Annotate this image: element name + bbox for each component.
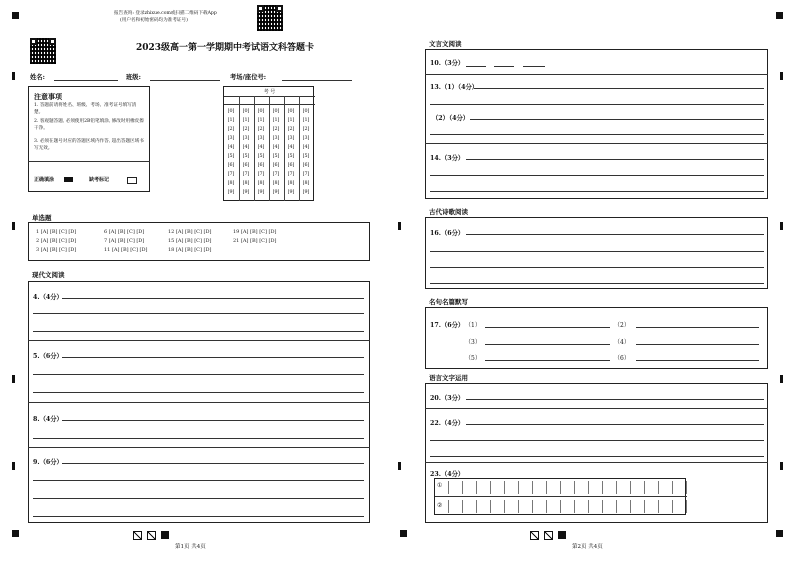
divider — [425, 143, 768, 144]
timing-mark — [12, 375, 15, 383]
corner-marker — [776, 12, 783, 19]
recite-blank[interactable] — [485, 344, 610, 345]
grid-divider — [239, 96, 240, 201]
recite-section-title: 名句名篇默写 — [429, 298, 468, 306]
page-check-box — [161, 531, 169, 539]
mc-question-item[interactable]: 15 [A] [B] [C] [D] — [168, 238, 212, 244]
exam-digit-bubble[interactable]: [2] — [242, 127, 250, 132]
grid-cell[interactable] — [491, 500, 505, 513]
timing-mark — [780, 375, 783, 383]
grid-cell[interactable] — [561, 481, 575, 494]
exam-digit-bubble[interactable]: [9] — [257, 190, 265, 195]
exam-digit-bubble[interactable]: [7] — [302, 172, 310, 177]
corner-marker — [400, 530, 407, 537]
divider — [28, 402, 370, 403]
grid-cell[interactable] — [645, 500, 659, 513]
page-number: 第2页 共4页 — [572, 544, 603, 550]
exam-digit-bubble[interactable]: [4] — [302, 145, 310, 150]
recite-blank-label: （2） — [614, 322, 630, 329]
grid-cell[interactable] — [659, 500, 673, 513]
answer-line[interactable] — [430, 251, 764, 252]
question-23-label: 23.（4分） — [430, 471, 465, 478]
writing-grid[interactable] — [434, 478, 686, 515]
exam-digit-bubble[interactable]: [9] — [272, 190, 280, 195]
answer-blank[interactable] — [494, 66, 514, 67]
recite-blank[interactable] — [485, 360, 610, 361]
notice-line: (用户名和初始密码均为准考证号) — [120, 18, 188, 23]
notes-item: 1. 答题前请将姓名、班级、考场、准考证号填写清楚。 — [34, 103, 137, 115]
exam-number-column[interactable] — [270, 107, 282, 197]
mc-question-item[interactable]: 7 [A] [B] [C] [D] — [104, 238, 145, 244]
question-9-label: 9.（6分） — [33, 459, 63, 466]
answer-line[interactable] — [430, 134, 764, 135]
exam-digit-bubble[interactable]: [4] — [227, 145, 235, 150]
grid-cell[interactable] — [617, 500, 631, 513]
mc-question-item[interactable]: 12 [A] [B] [C] [D] — [168, 229, 212, 235]
question-13-1-label: 13.（1）（4分） — [430, 84, 479, 91]
room-label: 考场/座位号: — [230, 74, 267, 81]
classical-section-title: 文言文阅读 — [429, 40, 462, 48]
exam-digit-bubble[interactable]: [0] — [302, 109, 310, 114]
answer-line[interactable] — [62, 463, 364, 464]
timing-mark — [780, 72, 783, 80]
classical-answer-box — [425, 49, 768, 199]
grid-cell[interactable] — [673, 481, 687, 494]
recite-blank-label: （6） — [614, 355, 630, 362]
name-label: 姓名: — [30, 74, 45, 81]
answer-line[interactable] — [466, 234, 764, 235]
grid-cell[interactable] — [463, 500, 477, 513]
exam-digit-bubble[interactable]: [1] — [272, 118, 280, 123]
recite-blank[interactable] — [636, 344, 759, 345]
answer-line[interactable] — [470, 119, 764, 120]
answer-line[interactable] — [33, 480, 364, 481]
modern-section-title: 现代文阅读 — [32, 271, 65, 279]
exam-digit-bubble[interactable]: [4] — [257, 145, 265, 150]
divider — [28, 161, 150, 162]
exam-digit-bubble[interactable]: [2] — [257, 127, 265, 132]
exam-digit-bubble[interactable]: [5] — [302, 154, 310, 159]
notice-line: 报告查询: 登录zhixue.com或扫描二维码下载App — [114, 11, 217, 16]
notes-item: 2. 客观题答题, 必须使用2B铅笔填涂, 修改时用橡皮擦干净。 — [34, 119, 144, 131]
grid-cell[interactable] — [631, 481, 645, 494]
exam-digit-bubble[interactable]: [5] — [227, 154, 235, 159]
exam-digit-bubble[interactable]: [4] — [242, 145, 250, 150]
exam-digit-bubble[interactable]: [6] — [242, 163, 250, 168]
exam-number-column[interactable] — [240, 107, 252, 197]
grid-cell[interactable] — [589, 500, 603, 513]
answer-line[interactable] — [430, 175, 764, 176]
exam-digit-bubble[interactable]: [3] — [302, 136, 310, 141]
exam-digit-bubble[interactable]: [8] — [302, 181, 310, 186]
exam-digit-bubble[interactable]: [2] — [272, 127, 280, 132]
exam-digit-bubble[interactable]: [5] — [287, 154, 295, 159]
exam-digit-bubble[interactable]: [7] — [227, 172, 235, 177]
exam-digit-bubble[interactable]: [6] — [287, 163, 295, 168]
grid-cell[interactable] — [659, 481, 673, 494]
answer-line[interactable] — [33, 374, 364, 375]
exam-digit-bubble[interactable]: [1] — [257, 118, 265, 123]
timing-mark — [12, 72, 15, 80]
mc-question-item[interactable]: 19 [A] [B] [C] [D] — [233, 229, 277, 235]
page-check-box — [530, 531, 539, 540]
answer-line[interactable] — [430, 104, 764, 105]
question-14-label: 14.（3分） — [430, 155, 465, 162]
notes-title: 注意事项 — [34, 92, 62, 101]
exam-number-column[interactable] — [225, 107, 237, 197]
answer-line[interactable] — [33, 313, 364, 314]
question-13-2-label: （2）（4分） — [432, 115, 470, 122]
corner-marker — [12, 530, 19, 537]
exam-digit-bubble[interactable]: [8] — [257, 181, 265, 186]
recite-blank-label: （3） — [465, 339, 481, 346]
exam-digit-bubble[interactable]: [9] — [242, 190, 250, 195]
exam-digit-bubble[interactable]: [3] — [227, 136, 235, 141]
page-number: 第1页 共4页 — [175, 544, 206, 550]
exam-digit-bubble[interactable]: [3] — [287, 136, 295, 141]
exam-digit-bubble[interactable]: [4] — [272, 145, 280, 150]
room-field[interactable] — [282, 80, 352, 81]
divider — [425, 408, 768, 409]
exam-digit-bubble[interactable]: [9] — [287, 190, 295, 195]
grid-divider — [299, 96, 300, 201]
exam-digit-bubble[interactable]: [6] — [302, 163, 310, 168]
grid-cell[interactable] — [575, 500, 589, 513]
grid-cell[interactable] — [645, 481, 659, 494]
grid-cell[interactable] — [519, 500, 533, 513]
answer-line[interactable] — [33, 438, 364, 439]
answer-line[interactable] — [430, 191, 764, 192]
mc-question-item[interactable]: 18 [A] [B] [C] [D] — [168, 247, 212, 253]
qr-code-icon — [30, 38, 56, 64]
page-check-box — [544, 531, 553, 540]
exam-number-grid — [223, 86, 314, 201]
answer-line[interactable] — [33, 392, 364, 393]
timing-mark — [12, 462, 15, 470]
question-17-label: 17.（6分） — [430, 322, 465, 329]
class-label: 班级: — [126, 74, 141, 81]
filled-mark-sample — [64, 177, 73, 182]
page-title: 2023级高一第一学期期中考试语文科答题卡 — [135, 43, 315, 53]
answer-blank[interactable] — [523, 66, 545, 67]
timing-mark — [398, 462, 401, 470]
grid-cell[interactable] — [463, 481, 477, 494]
exam-digit-bubble[interactable]: [6] — [272, 163, 280, 168]
exam-digit-bubble[interactable]: [0] — [272, 109, 280, 114]
grid-row-marker: ② — [437, 502, 443, 509]
answer-line[interactable] — [62, 420, 364, 421]
exam-digit-bubble[interactable]: [5] — [242, 154, 250, 159]
exam-digit-bubble[interactable]: [1] — [227, 118, 235, 123]
exam-digit-bubble[interactable]: [7] — [287, 172, 295, 177]
grid-cell[interactable] — [547, 500, 561, 513]
exam-number-column[interactable] — [285, 107, 297, 197]
grid-divider — [254, 96, 255, 201]
exam-digit-bubble[interactable]: [8] — [272, 181, 280, 186]
grid-cell[interactable] — [533, 481, 547, 494]
grid-divider — [269, 96, 270, 201]
exam-digit-bubble[interactable]: [7] — [257, 172, 265, 177]
qr-code-icon — [257, 5, 283, 31]
notes-item: 3. 必须在题号对应的答题区域内作答, 超出答题区域书写无效。 — [34, 139, 144, 151]
recite-blank[interactable] — [636, 327, 759, 328]
answer-line[interactable] — [466, 399, 764, 400]
grid-cell[interactable] — [603, 500, 617, 513]
exam-digit-bubble[interactable]: [2] — [302, 127, 310, 132]
grid-cell[interactable] — [673, 500, 687, 513]
mc-question-item[interactable]: 1 [A] [B] [C] [D] — [36, 229, 77, 235]
grid-cell[interactable] — [477, 500, 491, 513]
exam-digit-bubble[interactable]: [6] — [257, 163, 265, 168]
exam-digit-bubble[interactable]: [3] — [272, 136, 280, 141]
exam-digit-bubble[interactable]: [1] — [302, 118, 310, 123]
exam-number-column[interactable] — [300, 107, 312, 197]
mc-question-item[interactable]: 11 [A] [B] [C] [D] — [104, 247, 148, 253]
grid-cell[interactable] — [589, 481, 603, 494]
grid-cell[interactable] — [547, 481, 561, 494]
exam-digit-bubble[interactable]: [0] — [257, 109, 265, 114]
recite-blank[interactable] — [485, 327, 610, 328]
exam-digit-bubble[interactable]: [7] — [242, 172, 250, 177]
mc-question-item[interactable]: 3 [A] [B] [C] [D] — [36, 247, 77, 253]
timing-mark — [12, 222, 15, 230]
exam-digit-bubble[interactable]: [5] — [257, 154, 265, 159]
grid-cell[interactable] — [505, 500, 519, 513]
question-5-label: 5.（6分） — [33, 353, 63, 360]
exam-digit-bubble[interactable]: [9] — [227, 190, 235, 195]
grid-cell[interactable] — [519, 481, 533, 494]
divider — [28, 447, 370, 448]
recite-blank-label: （4） — [614, 339, 630, 346]
exam-digit-bubble[interactable]: [8] — [227, 181, 235, 186]
recite-blank-label: （1） — [465, 322, 481, 329]
answer-line[interactable] — [474, 88, 764, 89]
answer-line[interactable] — [62, 357, 364, 358]
answer-line[interactable] — [430, 283, 764, 284]
grid-cell[interactable] — [603, 481, 617, 494]
grid-cell[interactable] — [491, 481, 505, 494]
answer-line[interactable] — [62, 298, 364, 299]
page-check-box — [558, 531, 566, 539]
answer-line[interactable] — [33, 331, 364, 332]
timing-mark — [398, 222, 401, 230]
question-16-label: 16.（6分） — [430, 230, 465, 237]
question-10-label: 10.（3分） — [430, 60, 465, 67]
name-field[interactable] — [54, 80, 118, 81]
answer-line[interactable] — [430, 440, 764, 441]
exam-digit-bubble[interactable]: [1] — [242, 118, 250, 123]
grid-divider — [284, 96, 285, 201]
answer-line[interactable] — [466, 159, 764, 160]
exam-digit-bubble[interactable]: [2] — [227, 127, 235, 132]
mc-question-item[interactable]: 2 [A] [B] [C] [D] — [36, 238, 77, 244]
exam-digit-bubble[interactable]: [4] — [287, 145, 295, 150]
grid-cell[interactable] — [477, 481, 491, 494]
grid-cell[interactable] — [561, 500, 575, 513]
exam-digit-bubble[interactable]: [1] — [287, 118, 295, 123]
divider — [425, 462, 768, 463]
timing-mark — [780, 462, 783, 470]
language-section-title: 语言文字运用 — [429, 374, 468, 382]
question-22-label: 22.（4分） — [430, 420, 465, 427]
question-20-label: 20.（3分） — [430, 395, 465, 402]
exam-digit-bubble[interactable]: [3] — [242, 136, 250, 141]
exam-digit-bubble[interactable]: [0] — [227, 109, 235, 114]
grid-cell[interactable] — [449, 481, 463, 494]
recite-blank-label: （5） — [465, 355, 481, 362]
page-check-box — [147, 531, 156, 540]
grid-cell[interactable] — [575, 481, 589, 494]
timing-mark — [780, 222, 783, 230]
exam-digit-bubble[interactable]: [3] — [257, 136, 265, 141]
grid-cell[interactable] — [631, 500, 645, 513]
exam-digit-bubble[interactable]: [6] — [227, 163, 235, 168]
answer-line[interactable] — [33, 498, 364, 499]
exam-number-column[interactable] — [255, 107, 267, 197]
grid-cell[interactable] — [533, 500, 547, 513]
mc-section-title: 单选题 — [32, 214, 52, 222]
divider — [425, 74, 768, 75]
exam-digit-bubble[interactable]: [9] — [302, 190, 310, 195]
grid-row-marker: ① — [437, 482, 443, 489]
missing-mark-box[interactable] — [127, 177, 137, 184]
exam-digit-bubble[interactable]: [0] — [242, 109, 250, 114]
missing-mark-label: 缺考标记 — [89, 177, 110, 183]
answer-blank[interactable] — [466, 66, 486, 67]
exam-digit-bubble[interactable]: [7] — [272, 172, 280, 177]
exam-digit-bubble[interactable]: [2] — [287, 127, 295, 132]
grid-cell[interactable] — [617, 481, 631, 494]
recite-blank[interactable] — [636, 360, 759, 361]
answer-line[interactable] — [33, 516, 364, 517]
divider — [28, 340, 370, 341]
exam-digit-bubble[interactable]: [8] — [242, 181, 250, 186]
poetry-answer-box — [425, 217, 768, 289]
exam-digit-bubble[interactable]: [0] — [287, 109, 295, 114]
poetry-section-title: 古代诗歌阅读 — [429, 208, 468, 216]
mc-question-item[interactable]: 6 [A] [B] [C] [D] — [104, 229, 145, 235]
correct-fill-label: 正确填涂 — [34, 177, 55, 183]
corner-marker — [776, 530, 783, 537]
exam-number-header: 考 号 — [263, 89, 276, 95]
grid-cell[interactable] — [505, 481, 519, 494]
answer-line[interactable] — [430, 267, 764, 268]
page-check-box — [133, 531, 142, 540]
exam-digit-bubble[interactable]: [5] — [272, 154, 280, 159]
mc-question-item[interactable]: 21 [A] [B] [C] [D] — [233, 238, 277, 244]
exam-digit-bubble[interactable]: [8] — [287, 181, 295, 186]
question-4-label: 4.（4分） — [33, 294, 63, 301]
grid-cell[interactable] — [449, 500, 463, 513]
corner-marker — [12, 12, 19, 19]
class-field[interactable] — [150, 80, 220, 81]
answer-line[interactable] — [466, 424, 764, 425]
answer-line[interactable] — [430, 456, 764, 457]
question-8-label: 8.（4分） — [33, 416, 63, 423]
